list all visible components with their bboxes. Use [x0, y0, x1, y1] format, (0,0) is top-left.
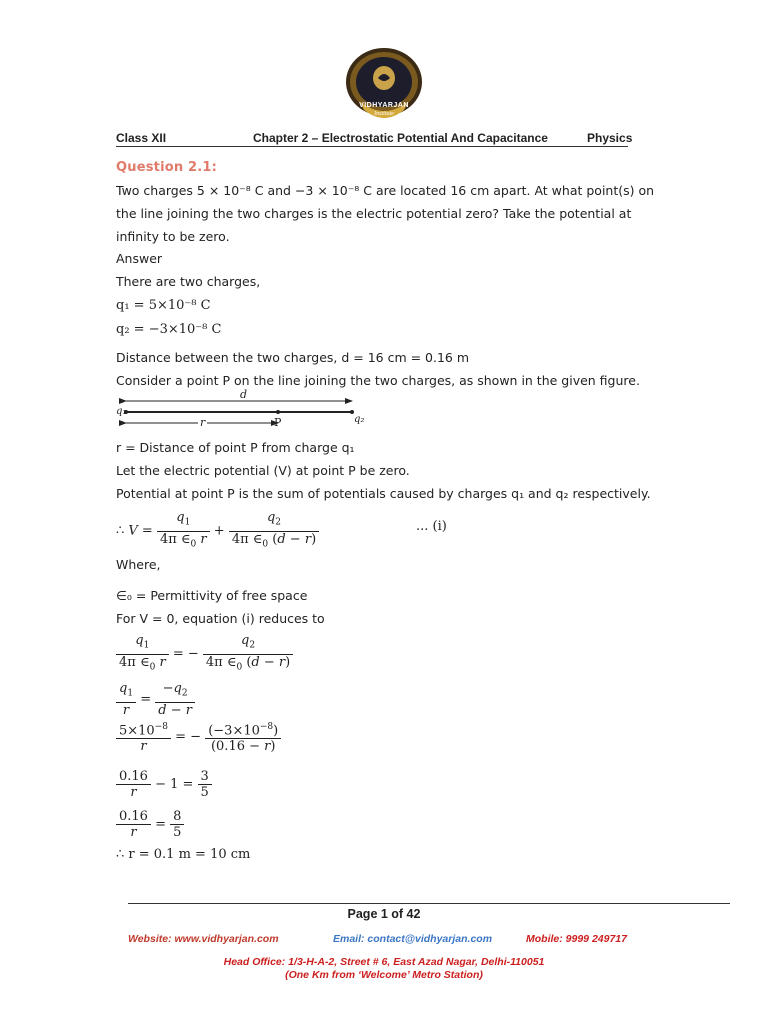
answer-label: Answer	[116, 251, 163, 266]
consider-line: Consider a point P on the line joining the two charges, as shown in the given figure.	[116, 373, 640, 388]
footer-office-note: (One Km from ‘Welcome’ Metro Station)	[285, 969, 483, 981]
figure-label-r: r	[200, 416, 206, 429]
epsilon-definition: ∈₀ = Permittivity of free space	[116, 588, 308, 603]
logo	[342, 44, 426, 128]
equation-step-4: $\frac{0.16}{r}$ − 1 = $\frac{3}{5}$	[116, 769, 212, 800]
charges-figure	[114, 388, 374, 432]
question-title: Question 2.1:	[116, 160, 218, 175]
figure-label-d: d	[240, 388, 248, 401]
where-line: Where,	[116, 557, 161, 572]
question-line-1: Two charges 5 × 10⁻⁸ C and −3 × 10⁻⁸ C are located 16 cm apart. At what point(s) on	[116, 183, 655, 198]
result-line: ∴ r = 0.1 m = 10 cm	[116, 847, 251, 862]
distance-line: Distance between the two charges, d = 16 cm = 0.16 m	[116, 350, 470, 365]
equation-step-5: $\frac{0.16}{r}$ = $\frac{8}{5}$	[116, 809, 184, 840]
figure-label-q1: q₁	[116, 406, 127, 417]
footer-mobile: Mobile: 9999 249717	[526, 933, 627, 945]
footer-website[interactable]: Website: www.vidhyarjan.com	[128, 933, 279, 945]
equation-step-2: $\frac{q_1}{r}$ = $\frac{-q_2}{d - r}$	[116, 681, 195, 718]
r-definition: r = Distance of point P from charge q₁	[116, 440, 355, 455]
header-class: Class XII	[116, 131, 167, 145]
logo-sub: Institute	[374, 111, 394, 117]
equation-tag: ... (i)	[416, 519, 447, 534]
sum-line: Potential at point P is the sum of potentials caused by charges q₁ and q₂ respectively.	[116, 486, 651, 501]
header-subject: Physics	[587, 131, 633, 145]
footer-office: Head Office: 1/3-H-A-2, Street # 6, East Azad Nagar, Delhi-110051	[223, 956, 545, 968]
equation-i: ∴ V = $\frac{q_1}{4\pi \in_0 r}$ + $\frac{q_2}{4\pi \in_0 (d - r)}$	[116, 510, 319, 552]
charge-q1: q₁ = 5×10⁻⁸ C	[116, 298, 211, 313]
page-number: Page 1 of 42	[347, 907, 421, 921]
question-line-3: infinity to be zero.	[116, 229, 230, 244]
header-chapter: Chapter 2 – Electrostatic Potential And Capacitance	[253, 131, 548, 145]
charge-q2: q₂ = −3×10⁻⁸ C	[116, 322, 222, 337]
header-divider	[116, 146, 628, 147]
answer-intro: There are two charges,	[116, 274, 261, 289]
footer-divider	[128, 903, 730, 904]
figure-label-q2: q₂	[354, 414, 365, 425]
let-line: Let the electric potential (V) at point P be zero.	[116, 463, 410, 478]
figure-label-p: P	[274, 416, 282, 429]
reduces-line: For V = 0, equation (i) reduces to	[116, 611, 325, 626]
equation-step-1: $\frac{q_1}{4\pi \in_0 r}$ = − $\frac{q_2}{4\pi \in_0 (d - r)}$	[116, 633, 293, 675]
equation-step-3: $\frac{5\times 10^{-8}}{r}$ = − $\frac{(-3\times 10^{-8})}{(0.16 - r)}$	[116, 720, 281, 754]
logo-brand: VIDHYARJAN	[359, 102, 409, 109]
footer-email[interactable]: Email: contact@vidhyarjan.com	[333, 933, 493, 945]
question-line-2: the line joining the two charges is the electric potential zero? Take the potential at	[116, 206, 632, 221]
